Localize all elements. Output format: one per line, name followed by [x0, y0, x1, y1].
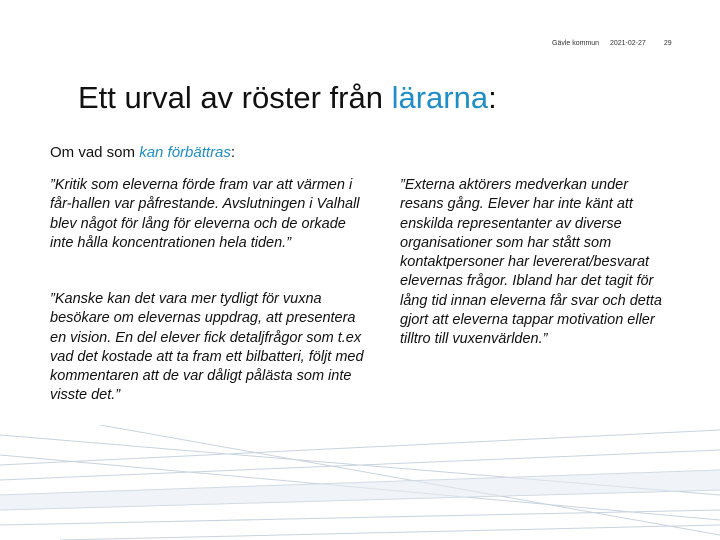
quote-2: ”Kanske kan det vara mer tydligt för vuxna besökare om elevernas uppdrag, att presentera en vision. En del elever fick detaljfrågor som t.ex vad det kostade att ta fram ett bilbatteri, följt med kommentaren att de var dåligt pålästa som inte visste det.” — [50, 291, 364, 404]
title-text: Ett urval av röster från — [78, 80, 392, 115]
subtitle-accent: kan förbättras — [139, 144, 231, 161]
slide-meta — [552, 40, 672, 47]
subtitle-colon: : — [230, 144, 236, 161]
slide-title — [78, 80, 497, 116]
quote-3: ”Externa aktörers medverkan under resans gång. Elever har inte känt att enskilda representanter av diverse organisationer som har stått som kontaktpersoner har levererat/besvarat elevernas frågor. Ibland har det tagit för lång tid innan eleverna får svar och detta gjort att eleverna tappar motivation eller tilltro till vuxenvärlden.” — [400, 177, 662, 348]
title-accent: lärarna — [391, 80, 489, 115]
quote-1: ”Kritik som eleverna förde fram var att värmen i får-hallen var påfrestande. Avslutningen i Valhall blev något för lång för eleverna och de orkade inte hålla koncentrationen hela tiden.” — [50, 177, 360, 251]
subtitle-text: Om vad som — [50, 144, 140, 161]
decorative-footer-graphic — [0, 425, 720, 540]
title-colon: : — [488, 80, 497, 115]
slide-date: 2021-02-27 — [609, 40, 646, 47]
page-number: 29 — [663, 40, 672, 47]
org-name: Gävle kommun — [552, 40, 600, 47]
slide-subtitle — [50, 144, 235, 161]
